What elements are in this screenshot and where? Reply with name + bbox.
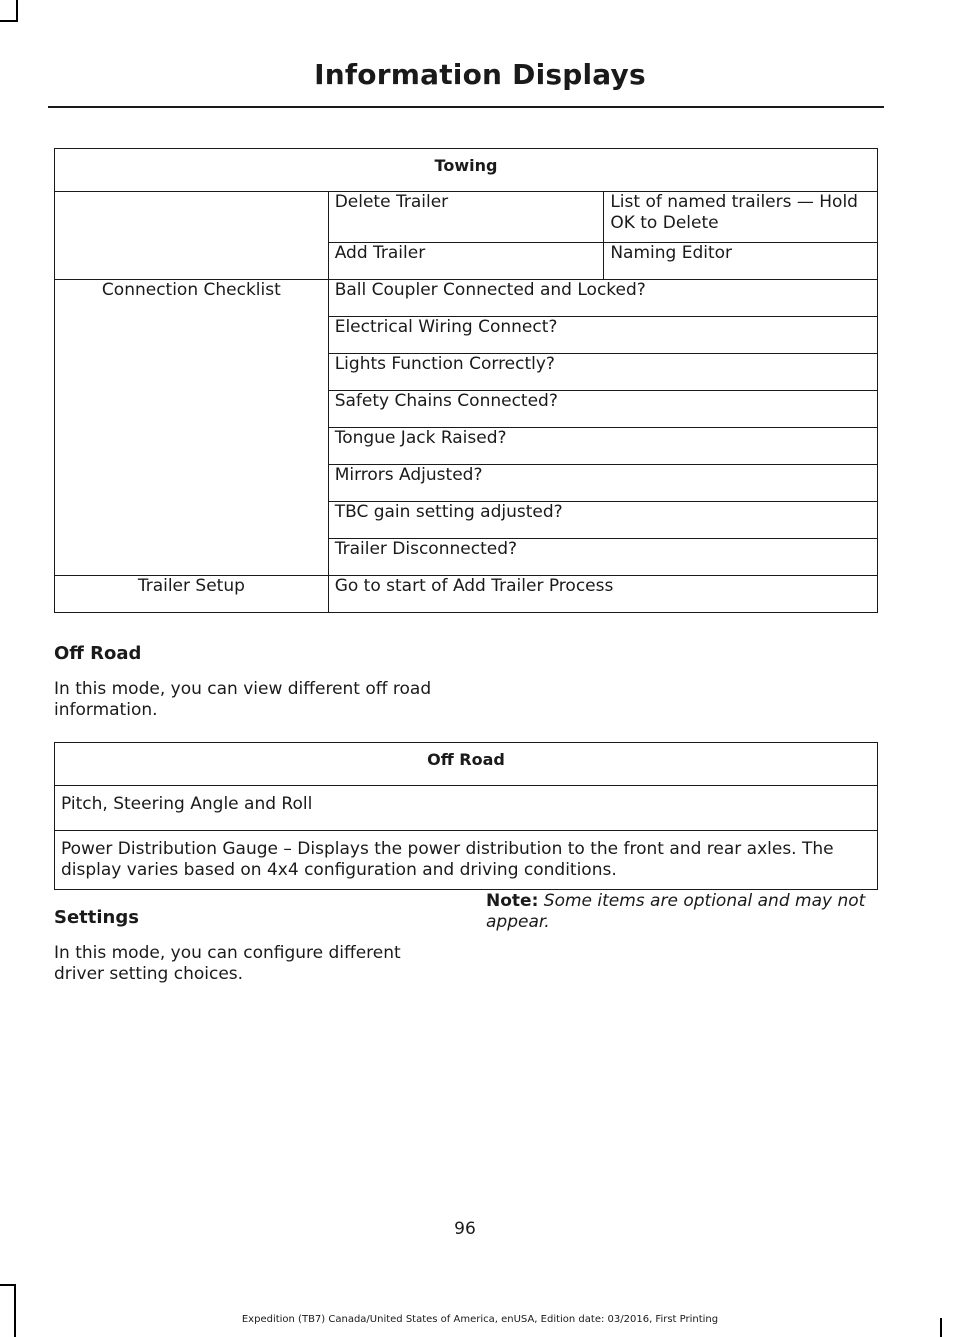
table-cell: Go to start of Add Trailer Process (328, 576, 877, 613)
table-cell: Electrical Wiring Connect? (328, 317, 877, 354)
table-cell: List of named trailers — Hold OK to Delete (604, 192, 878, 243)
table-cell: Add Trailer (328, 243, 604, 280)
table-cell: Connection Checklist (55, 280, 329, 576)
off-road-table (54, 742, 878, 890)
table-cell: TBC gain setting adjusted? (328, 502, 877, 539)
page-title: Information Displays (314, 58, 646, 91)
note-label: Note: (486, 891, 539, 911)
table-header: Towing (55, 149, 878, 192)
table-cell: Trailer Disconnected? (328, 539, 877, 576)
table-cell: Lights Function Correctly? (328, 354, 877, 391)
table-row (55, 280, 878, 317)
towing-table (54, 148, 878, 613)
table-cell (55, 192, 329, 280)
table-row (55, 786, 878, 831)
section-heading-settings: Settings (54, 907, 139, 928)
table-cell: Safety Chains Connected? (328, 391, 877, 428)
table-cell: Mirrors Adjusted? (328, 465, 877, 502)
table-cell: Power Distribution Gauge – Displays the power distribution to the front and rear axles. The display varies based on 4x4 configuration and driving conditions. (55, 831, 878, 890)
crop-mark (0, 1284, 16, 1286)
crop-mark (16, 0, 18, 22)
header-divider (48, 106, 884, 108)
crop-mark (0, 20, 18, 22)
note (486, 891, 881, 933)
table-cell: Pitch, Steering Angle and Roll (55, 786, 878, 831)
table-cell: Ball Coupler Connected and Locked? (328, 280, 877, 317)
table-header: Off Road (55, 743, 878, 786)
settings-description: In this mode, you can configure different driver setting choices. (54, 943, 401, 984)
table-cell: Trailer Setup (55, 576, 329, 613)
table-header-row (55, 743, 878, 786)
table-cell: Naming Editor (604, 243, 878, 280)
table-header-row (55, 149, 878, 192)
table-row (55, 192, 878, 243)
table-row (55, 576, 878, 613)
table-cell: Delete Trailer (328, 192, 604, 243)
table-cell: Tongue Jack Raised? (328, 428, 877, 465)
page-number: 96 (454, 1219, 476, 1239)
section-heading-off-road: Off Road (54, 643, 142, 664)
note-text: Some items are optional and may not appear. (486, 891, 866, 932)
footer-text: Expedition (TB7) Canada/United States of America, enUSA, Edition date: 03/2016, First Printing (241, 1314, 719, 1325)
off-road-description: In this mode, you can view different off road information. (54, 679, 432, 720)
crop-mark (14, 1284, 16, 1337)
table-row (55, 831, 878, 890)
